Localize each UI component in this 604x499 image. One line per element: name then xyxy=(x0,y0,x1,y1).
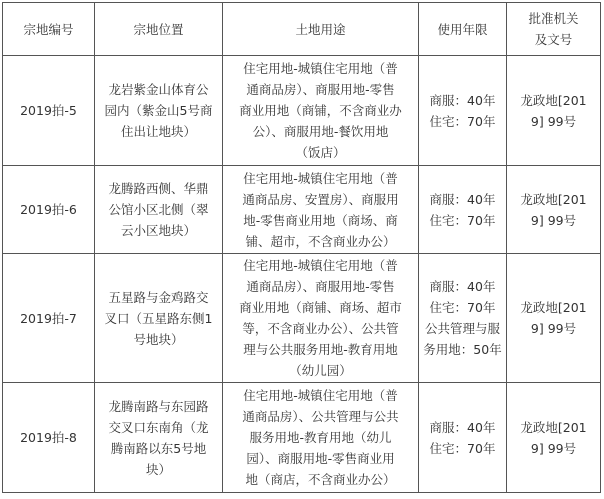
land-use-cell: 住宅用地-城镇住宅用地（普 通商品房）、商服用地-零售 商业用地（商铺，不含商业办 公）、商服用地-餐饮用地 （饭店） xyxy=(223,56,419,166)
header-term: 使用年限 xyxy=(419,3,507,56)
header-plot-no: 宗地编号 xyxy=(3,3,95,56)
term-cell: 商服：40年 住宅：70年 公共管理与服 务用地：50年 xyxy=(419,254,507,383)
location-cell: 龙岩紫金山体育公 园内（紫金山5号商 住出让地块） xyxy=(95,56,223,166)
approval-cell: 龙政地[201 9] 99号 xyxy=(507,166,601,254)
plot-no-cell: 2019拍-5 xyxy=(3,56,95,166)
table-row xyxy=(3,254,601,383)
plot-no-cell: 2019拍-8 xyxy=(3,383,95,493)
location-cell: 五星路与金鸡路交 叉口（五星路东侧1 号地块） xyxy=(95,254,223,383)
plot-no-cell: 2019拍-7 xyxy=(3,254,95,383)
table-header xyxy=(3,3,601,56)
term-cell: 商服：40年 住宅：70年 xyxy=(419,383,507,493)
land-use-cell: 住宅用地-城镇住宅用地（普 通商品房）、商服用地-零售 商业用地（商铺、商场、超市 等，不含商业办公）、公共管 理与公共服务用地-教育用地 （幼儿园） xyxy=(223,254,419,383)
approval-cell: 龙政地[201 9] 99号 xyxy=(507,254,601,383)
table-body xyxy=(3,56,601,493)
term-cell: 商服：40年 住宅：70年 xyxy=(419,166,507,254)
header-approval: 批准机关 及文号 xyxy=(507,3,601,56)
land-table xyxy=(2,2,601,493)
term-cell: 商服：40年 住宅：70年 xyxy=(419,56,507,166)
location-cell: 龙腾南路与东园路 交叉口东南角（龙 腾南路以东5号地 块） xyxy=(95,383,223,493)
land-use-cell: 住宅用地-城镇住宅用地（普 通商品房）、公共管理与公共 服务用地-教育用地（幼儿 园）、商服用地-零售商业用 地（商店，不含商业办公） xyxy=(223,383,419,493)
plot-no-cell: 2019拍-6 xyxy=(3,166,95,254)
table-row xyxy=(3,56,601,166)
header-row xyxy=(3,3,601,56)
table-row xyxy=(3,383,601,493)
table-row xyxy=(3,166,601,254)
location-cell: 龙腾路西侧、华鼎 公馆小区北侧（翠 云小区地块） xyxy=(95,166,223,254)
approval-cell: 龙政地[201 9] 99号 xyxy=(507,383,601,493)
land-use-cell: 住宅用地-城镇住宅用地（普 通商品房、安置房）、商服用 地-零售商业用地（商场、商 铺、超市，不含商业办公） xyxy=(223,166,419,254)
header-land-use: 土地用途 xyxy=(223,3,419,56)
header-location: 宗地位置 xyxy=(95,3,223,56)
approval-cell: 龙政地[201 9] 99号 xyxy=(507,56,601,166)
